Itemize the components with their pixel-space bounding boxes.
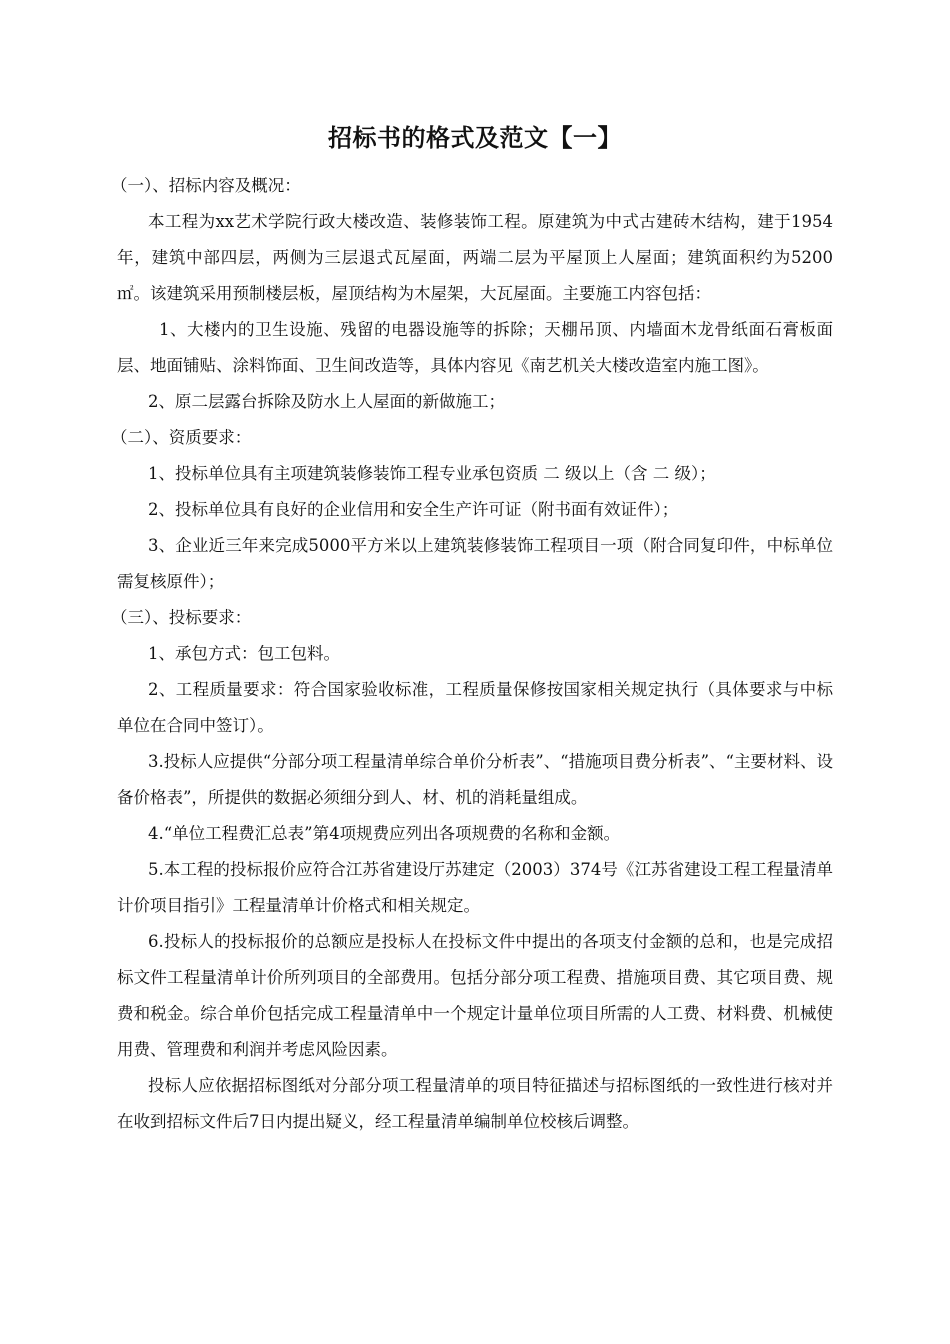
paragraph-qualification-2: 2、投标单位具有良好的企业信用和安全生产许可证（附书面有效证件）； — [148, 500, 679, 519]
paragraph-bid-requirement-1: 1、承包方式：包工包料。 — [148, 644, 340, 663]
section-heading-2: （二）、资质要求： — [111, 428, 252, 447]
paragraph-qualification-1: 1、投标单位具有主项建筑装修装饰工程专业承包资质 二 级以上（含 二 级）； — [148, 464, 716, 483]
paragraph-bid-requirement-6: 6.投标人的投标报价的总额应是投标人在投标文件中提出的各项支付金额的总和，也是完成招标文件工程量清单计价所列项目的全部费用。包括分部分项工程费、措施项目费、其它项目费、规费和税金。综合单价包括完成工程量清单中一个规定计量单位项目所需的人工费、材料费、机械使用费、管理费和利润并考虑风险因素。 — [117, 932, 833, 1059]
document-title: 招标书的格式及范文【一】 — [328, 123, 622, 152]
paragraph-scope-item-2: 2、原二层露台拆除及防水上人屋面的新做施工； — [148, 392, 505, 411]
section-heading-1: （一）、招标内容及概况： — [111, 176, 301, 195]
paragraph-bid-requirement-5: 5.本工程的投标报价应符合江苏省建设厅苏建定（2003）374号《江苏省建设工程工程量清单计价项目指引》工程量清单计价格式和相关规定。 — [117, 860, 833, 915]
paragraph-scope-item-1: 1、大楼内的卫生设施、残留的电器设施等的拆除；天棚吊顶、内墙面木龙骨纸面石膏板面层、地面铺贴、涂料饰面、卫生间改造等，具体内容见《南艺机关大楼改造室内施工图》。 — [117, 320, 833, 375]
paragraph-bid-requirement-4: 4.“单位工程费汇总表”第4项规费应列出各项规费的名称和金额。 — [148, 824, 621, 843]
paragraph-bid-requirement-3: 3.投标人应提供“分部分项工程量清单综合单价分析表”、“措施项目费分析表”、“主要材料、设备价格表”，所提供的数据必须细分到人、材、机的消耗量组成。 — [117, 752, 833, 807]
section-heading-3: （三）、投标要求： — [111, 608, 252, 627]
paragraph-bid-requirement-2: 2、工程质量要求：符合国家验收标准，工程质量保修按国家相关规定执行（具体要求与中标单位在合同中签订）。 — [117, 680, 833, 735]
paragraph-bid-requirement-7: 投标人应依据招标图纸对分部分项工程量清单的项目特征描述与招标图纸的一致性进行核对并在收到招标文件后7日内提出疑义，经工程量清单编制单位校核后调整。 — [117, 1076, 833, 1131]
paragraph-qualification-3: 3、企业近三年来完成5000平方米以上建筑装修装饰工程项目一项（附合同复印件，中标单位需复核原件）； — [117, 536, 833, 591]
paragraph-project-overview: 本工程为xx艺术学院行政大楼改造、装修装饰工程。原建筑为中式古建砖木结构，建于1954年，建筑中部四层，两侧为三层退式瓦屋面，两端二层为平屋顶上人屋面；建筑面积约为5200㎡。该建筑采用预制楼层板，屋顶结构为木屋架，大瓦屋面。主要施工内容包括： — [117, 212, 833, 303]
document-body — [111, 118, 833, 1140]
